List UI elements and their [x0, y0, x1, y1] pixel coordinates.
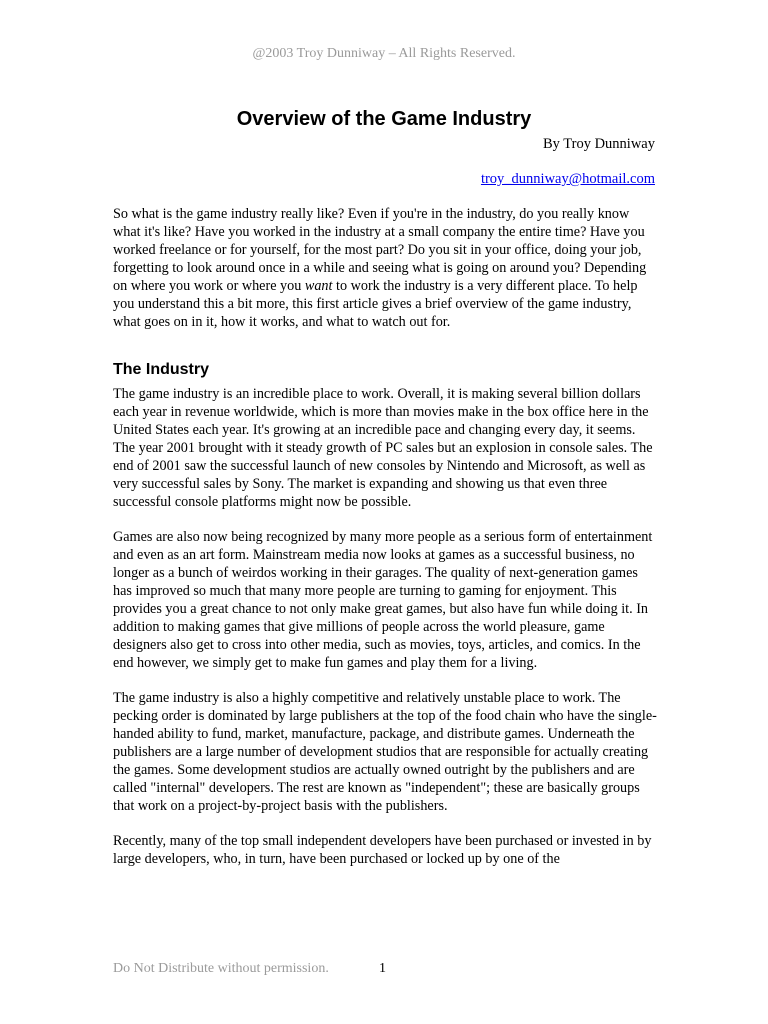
author-byline: By Troy Dunniway [543, 136, 655, 152]
body-paragraph: The game industry is an incredible place to work. Overall, it is making several billion dollars each year in revenue worldwide, which is more than movies make in the box office here in the United States each year. It's growing at an incredible pace and changing every day, it seems. The year 2001 brought with it steady growth of PC sales but an explosion in console sales. The end of 2001 saw the successful launch of new consoles by Nintendo and Microsoft, as well as very successful sales by Sony. The market is expanding and showing us that even three successful console platforms might now be possible. [113, 386, 653, 510]
intro-paragraph [113, 205, 658, 348]
intro-text-end: to work the industry is a very different place. To help you understand this a bit more, this first article gives a brief overview of the game industry, what goes on in it, how it works, and what to watch out for. [113, 278, 638, 330]
body-paragraph: The game industry is also a highly competitive and relatively unstable place to work. The pecking order is dominated by large publishers at the top of the food chain who have the single-handed ability to fund, market, manufacture, package, and distribute games. Underneath the publishers are a large number of development studios that are responsible for actually creating the games. Some development studios are actually owned outright by the publishers and are called "internal" developers. The rest are known as "independent"; these are basically groups that work on a project-by-project basis with the publishers. [113, 690, 657, 814]
page-number: 1 [379, 961, 386, 976]
author-email-link[interactable]: troy_dunniway@hotmail.com [480, 171, 655, 187]
intro-text-start: So what is the game industry really like? Even if you're in the industry, do you really know what it's like? Have you worked in the industry at a small company the entire time? Have you worked freelance or for yourself, for the most part? Do you sit in your office, doing your job, forgetting to look around once in a while and seeing what is going on around you? Depending on where you work or where you [113, 206, 647, 294]
article-title: Overview of the Game Industry [236, 108, 532, 130]
section-body [113, 385, 658, 885]
section-heading: The Industry [113, 361, 210, 378]
body-paragraph: Games are also now being recognized by many more people as a serious form of entertainment and even as an art form. Mainstream media now looks at games as a successful business, no longer as a bunch of weirdos working in their garages. The quality of next-generation games has improved so much that many more people are turning to gaming for enjoyment. This provides you a great chance to not only make great games, but also have fun while doing it. In addition to making games that give millions of people across the world pleasure, game designers also get to cross into other media, such as movies, toys, articles, and comics. In the end however, we simply get to make fun games and play them for a living. [113, 529, 653, 671]
copyright-header: @2003 Troy Dunniway – All Rights Reserved. [252, 46, 516, 61]
distribution-notice: Do Not Distribute without permission. [113, 961, 329, 976]
body-paragraph: Recently, many of the top small independent developers have been purchased or invested in by large developers, who, in turn, have been purchased or locked up by one of the [113, 833, 652, 867]
intro-emphasis: want [304, 278, 333, 294]
